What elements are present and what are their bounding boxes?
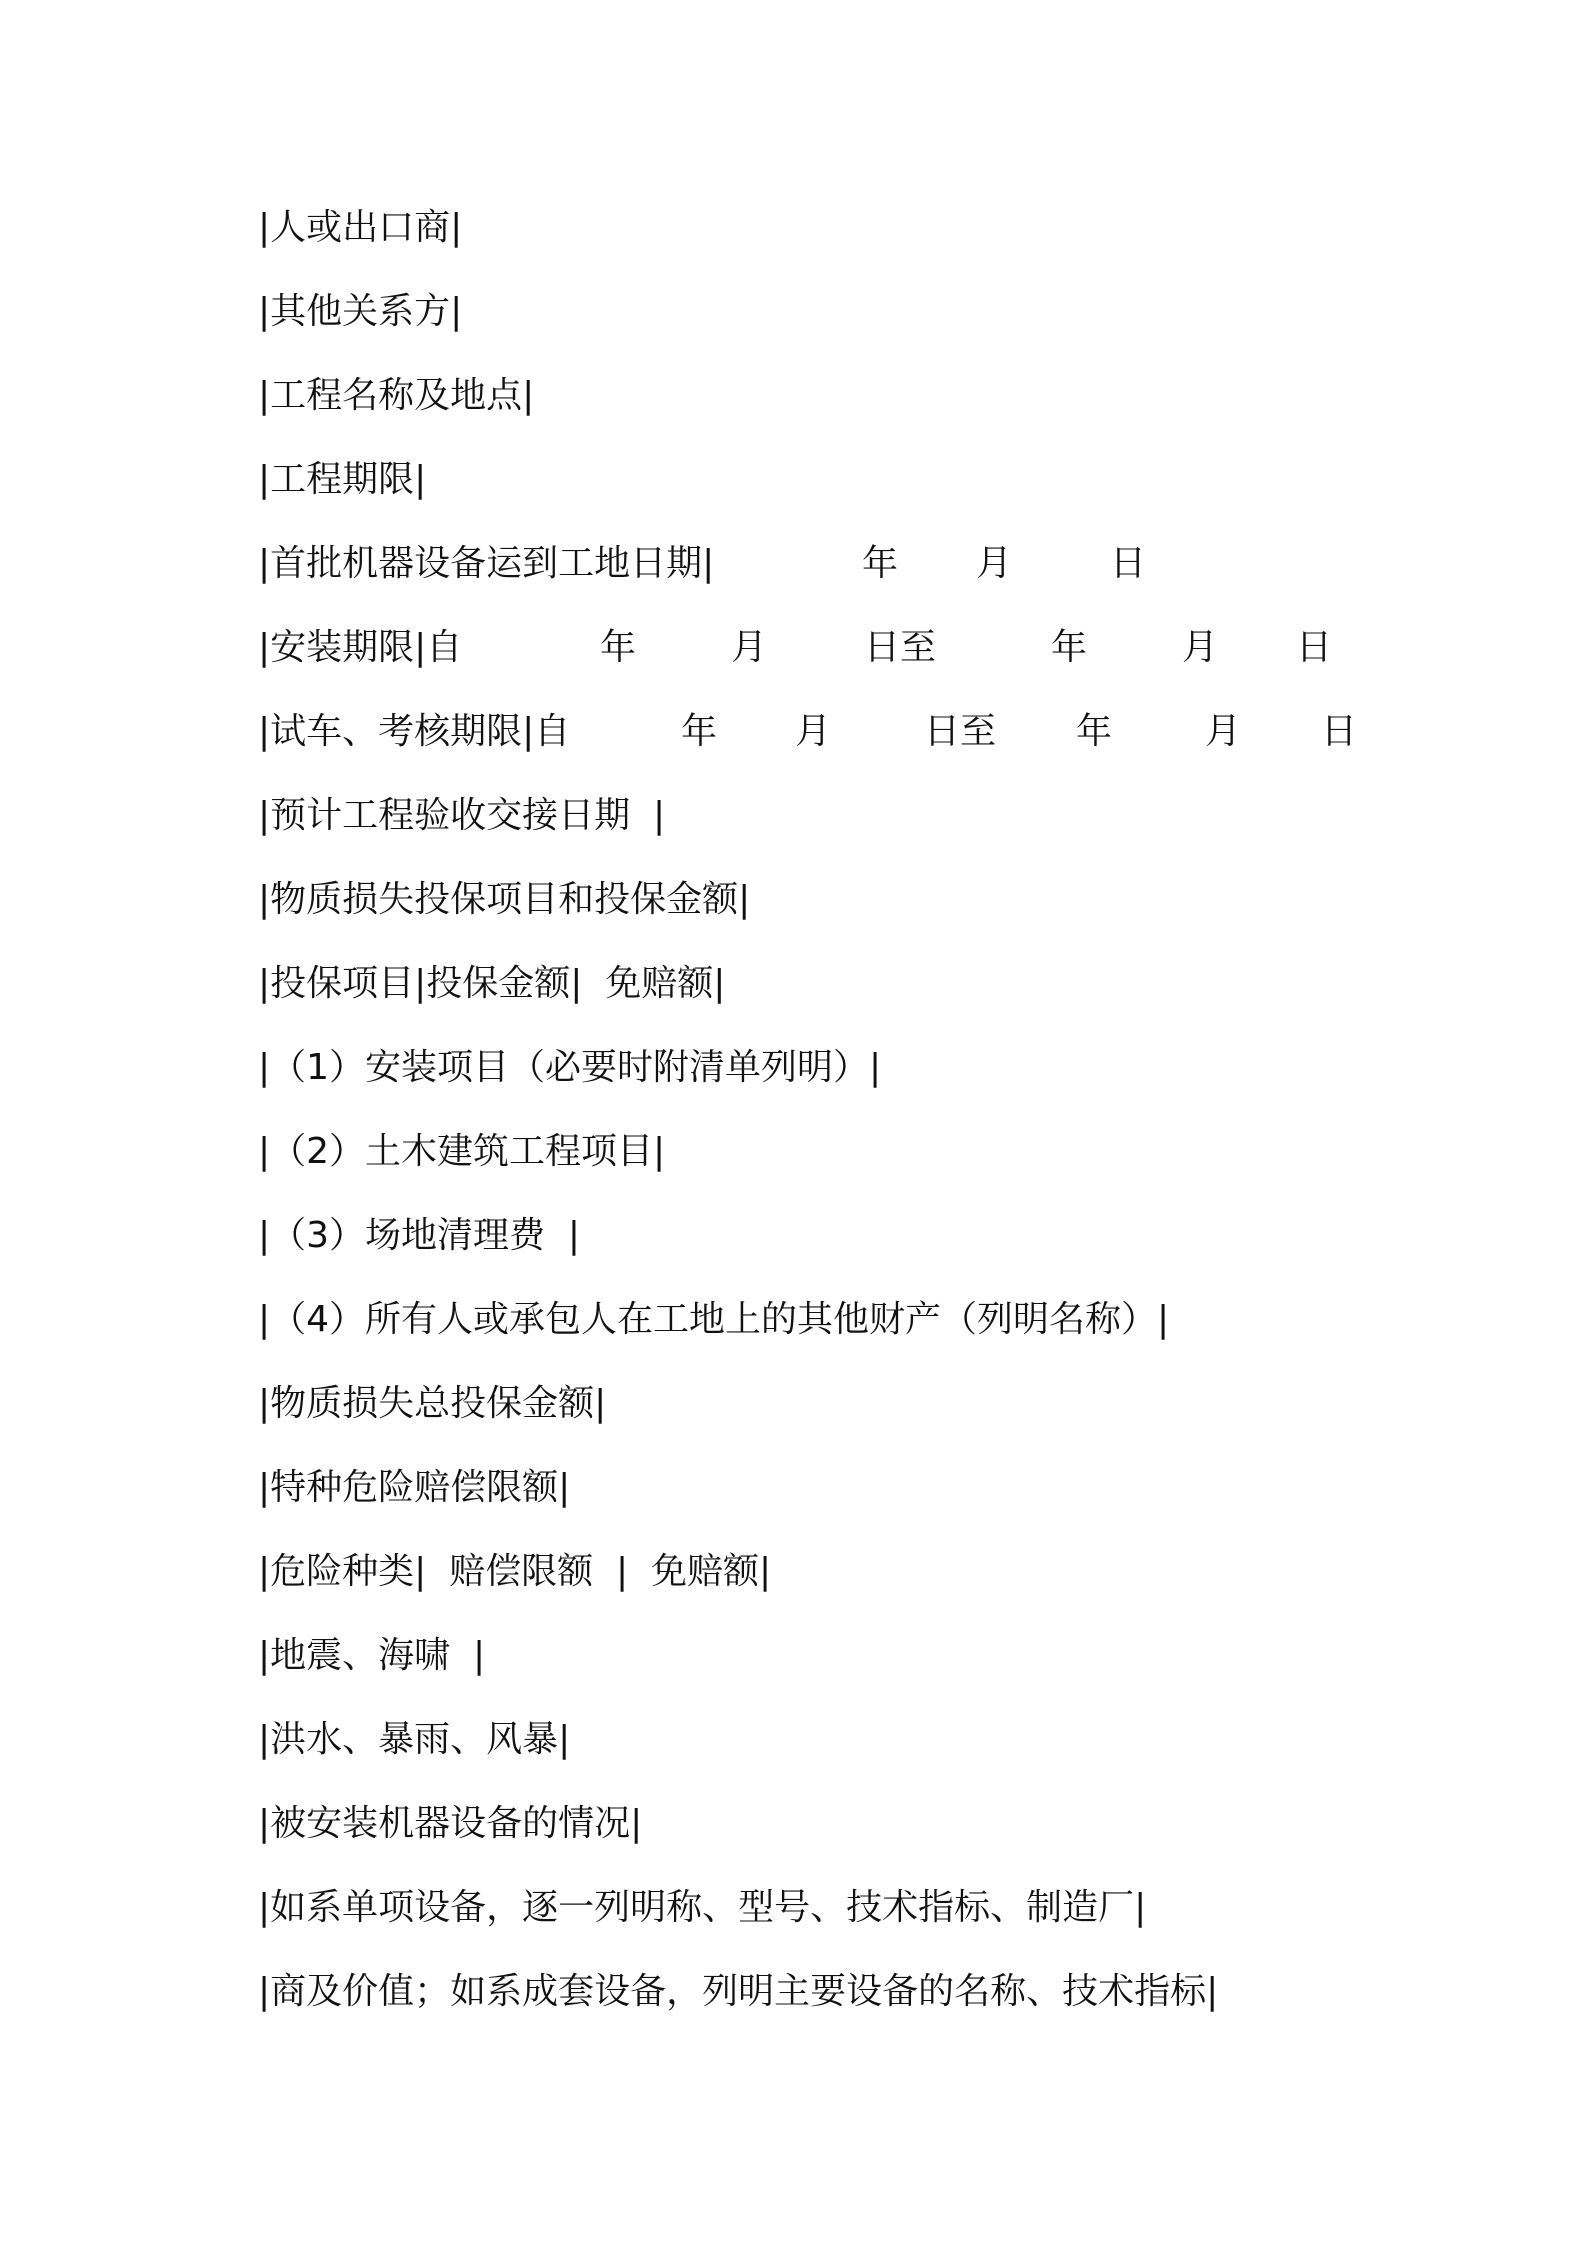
row-label: |试车、考核期限|自	[258, 711, 571, 752]
row-item-civil-works	[0, 1110, 1586, 1194]
row-label: |首批机器设备运到工地日期|	[258, 543, 715, 584]
row-exporter	[0, 186, 1586, 270]
row-label: |特种危险赔偿限额|	[258, 1467, 571, 1508]
row-other-parties	[0, 270, 1586, 354]
date-to-day-label: 日	[1296, 627, 1333, 668]
row-label: |洪水、暴雨、风暴|	[258, 1719, 571, 1760]
date-year-label: 年	[862, 543, 899, 584]
date-to-day-label: 日	[1321, 711, 1358, 752]
row-label: |（1）安装项目（必要时附清单列明）|	[258, 1047, 882, 1088]
row-acceptance-date	[0, 774, 1586, 858]
date-from-day-to-label: 日至	[924, 711, 997, 752]
date-from-day-to-label: 日至	[864, 627, 937, 668]
row-item-other-property	[0, 1278, 1586, 1362]
date-to-year-label: 年	[1051, 627, 1088, 668]
table-header: |危险种类| 赔偿限额 | 免赔额|	[258, 1551, 772, 1592]
row-label: |（2）土木建筑工程项目|	[258, 1131, 666, 1172]
row-item-site-clearance	[0, 1194, 1586, 1278]
date-day-label: 日	[1110, 543, 1147, 584]
row-label: |预计工程验收交接日期 |	[258, 795, 666, 836]
row-project-period	[0, 438, 1586, 522]
row-insured-items-header	[0, 942, 1586, 1026]
row-label: |商及价值；如系成套设备，列明主要设备的名称、技术指标|	[258, 1971, 1219, 2012]
row-label: |地震、海啸 |	[258, 1635, 486, 1676]
date-to-month-label: 月	[1205, 711, 1242, 752]
row-material-damage-items	[0, 858, 1586, 942]
date-from-year-label: 年	[681, 711, 718, 752]
row-installation-period	[0, 606, 1586, 690]
row-label: |（4）所有人或承包人在工地上的其他财产（列明名称）|	[258, 1299, 1170, 1340]
row-label: |工程名称及地点|	[258, 375, 535, 416]
row-label: |（3）场地清理费 |	[258, 1215, 581, 1256]
row-label: |其他关系方|	[258, 291, 463, 332]
row-label: |工程期限|	[258, 459, 427, 500]
row-risk-flood	[0, 1698, 1586, 1782]
date-to-month-label: 月	[1182, 627, 1219, 668]
row-label: |物质损失总投保金额|	[258, 1383, 607, 1424]
row-special-risk-limit	[0, 1446, 1586, 1530]
row-label: |人或出口商|	[258, 207, 463, 248]
row-risk-types-header	[0, 1530, 1586, 1614]
row-total-sum-insured	[0, 1362, 1586, 1446]
row-equipment-single-note	[0, 1866, 1586, 1950]
row-item-installation	[0, 1026, 1586, 1110]
date-from-year-label: 年	[600, 627, 637, 668]
table-header: |投保项目|投保金额| 免赔额|	[258, 963, 726, 1004]
row-label: |如系单项设备，逐一列明称、型号、技术指标、制造厂|	[258, 1887, 1147, 1928]
row-first-delivery-date	[0, 522, 1586, 606]
row-label: |物质损失投保项目和投保金额|	[258, 879, 751, 920]
date-to-year-label: 年	[1076, 711, 1113, 752]
row-risk-earthquake	[0, 1614, 1586, 1698]
row-label: |被安装机器设备的情况|	[258, 1803, 643, 1844]
date-from-month-label: 月	[731, 627, 768, 668]
row-equipment-set-note	[0, 1950, 1586, 2034]
row-project-name-location	[0, 354, 1586, 438]
row-label: |安装期限|自	[258, 627, 463, 668]
date-month-label: 月	[976, 543, 1013, 584]
row-equipment-status	[0, 1782, 1586, 1866]
row-trial-run-period	[0, 690, 1586, 774]
date-from-month-label: 月	[795, 711, 832, 752]
